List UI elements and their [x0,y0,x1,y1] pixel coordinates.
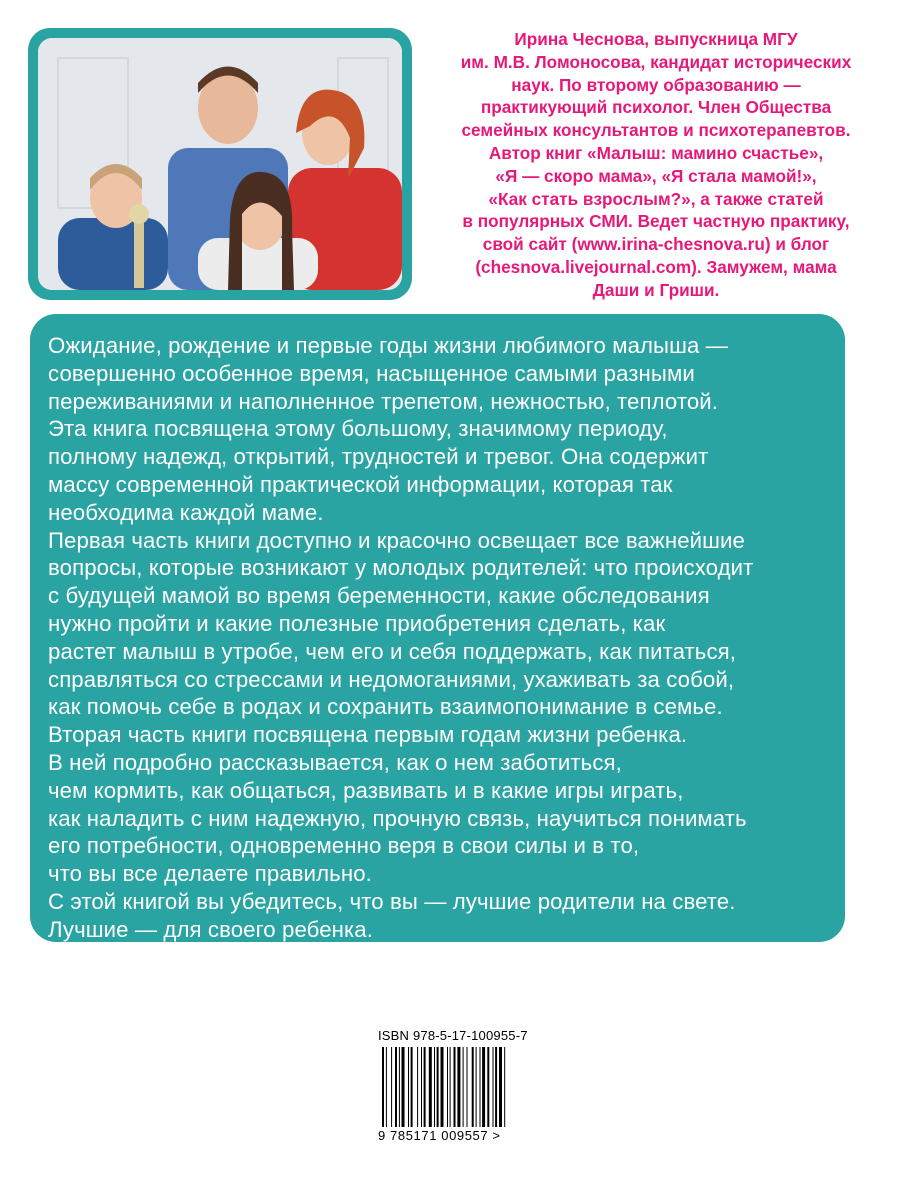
author-bio-line: им. М.В. Ломоносова, кандидат исторических [460,51,852,72]
barcode-bar [437,1047,439,1127]
description-line: полному надежд, открытий, трудностей и тревог. Она содержит [48,444,709,470]
isbn-digits: 9 785171 009557 > [378,1128,501,1143]
barcode-bar [421,1047,422,1127]
author-bio-line: Автор книг «Малыш: мамино счастье», [488,142,824,163]
author-bio-line: Даши и Гриши. [592,279,720,300]
author-bio-line: в популярных СМИ. Ведет частную практику, [462,211,850,232]
author-bio-line: практикующий психолог. Член Общества [480,97,832,118]
description-line: переживаниями и наполненное трепетом, нежностью, теплотой. [48,388,719,414]
barcode-icon [378,1047,538,1127]
description-line: растет малыш в утробе, чем его и себя поддержать, как питаться, [48,638,737,664]
description-line: справляться со стрессами и недомоганиями, ухаживать за собой, [48,666,735,692]
description-line: Вторая часть книги посвящена первым годам жизни ребенка. [48,722,688,748]
barcode-bar [411,1047,413,1127]
isbn-label: ISBN 978-5-17-100955-7 [378,1028,528,1043]
description-line: совершенно особенное время, насыщенное самыми разными [48,360,695,386]
barcode-bar [482,1047,485,1127]
author-bio-line: наук. По второму образованию — [511,74,801,95]
barcode-bar [434,1047,435,1127]
author-bio-line: свой сайт (www.irina-chesnova.ru) и блог [482,234,830,255]
barcode-bar [493,1047,494,1127]
author-photo-frame [28,28,412,300]
barcode-bar [504,1047,505,1127]
description-line: С этой книгой вы убедитесь, что вы — лучшие родители на свете. [48,888,736,914]
description-line: В ней подробно рассказывается, как о нем заботиться, [48,749,622,775]
description-line: его потребности, одновременно веря в свои силы и в то, [48,833,640,859]
barcode-bar [476,1047,477,1127]
barcode-bar [399,1047,400,1127]
barcode-bar [391,1047,392,1127]
barcode-bar [457,1047,460,1127]
description-line: Ожидание, рождение и первые годы жизни любимого малыша — [48,333,728,358]
author-bio-line: «Я — скоро мама», «Я стала мамой!», [495,165,817,186]
description-line: Эта книга посвящена этому большому, значимому периоду, [48,416,668,442]
description-line: вопросы, которые возникают у молодых родителей: что происходит [48,555,754,581]
barcode-bar [441,1047,444,1127]
description-line: необходима каждой маме. [48,499,324,525]
description-line: что вы все делаете правильно. [48,861,372,887]
book-description [48,332,838,944]
barcode-bar [499,1047,502,1127]
barcode-bar [424,1047,426,1127]
barcode-bar [480,1047,481,1127]
barcode-bar [463,1047,464,1127]
barcode-bar [450,1047,451,1127]
barcode-bar [467,1047,468,1127]
description-line: Первая часть книги доступно и красочно освещает все важнейшие [48,527,745,553]
description-line: как наладить с ним надежную, прочную связь, научиться понимать [48,805,747,831]
barcode-bar [472,1047,474,1127]
author-bio-line: (chesnova.livejournal.com). Замужем, мама [475,256,837,277]
author-bio [426,28,886,302]
barcode-bar [495,1047,497,1127]
description-line: массу современной практической информации, которая так [48,471,673,497]
author-family-photo [38,38,402,290]
description-line: с будущей мамой во время беременности, какие обследования [48,583,710,609]
barcode-bar [382,1047,384,1127]
barcode-bar [408,1047,409,1127]
isbn-barcode [378,1028,538,1143]
barcode-bar [395,1047,397,1127]
description-line: чем кормить, как общаться, развивать и в какие игры играть, [48,777,684,803]
description-line: нужно пройти и какие полезные приобретения сделать, как [48,610,666,636]
author-bio-line: «Как стать взрослым?», а также статей [488,188,824,209]
barcode-bar [487,1047,489,1127]
barcode-bar [447,1047,448,1127]
description-line: Лучшие — для своего ребенка. [48,916,373,942]
barcode-bar [402,1047,405,1127]
barcode-bar [429,1047,432,1127]
author-bio-line: Ирина Чеснова, выпускница МГУ [514,29,798,49]
barcode-bar [454,1047,456,1127]
author-bio-line: семейных консультантов и психотерапевтов. [461,120,851,141]
description-line: как помочь себе в родах и сохранить взаимопонимание в семье. [48,694,723,720]
barcode-bar [417,1047,418,1127]
barcode-bar [386,1047,387,1127]
